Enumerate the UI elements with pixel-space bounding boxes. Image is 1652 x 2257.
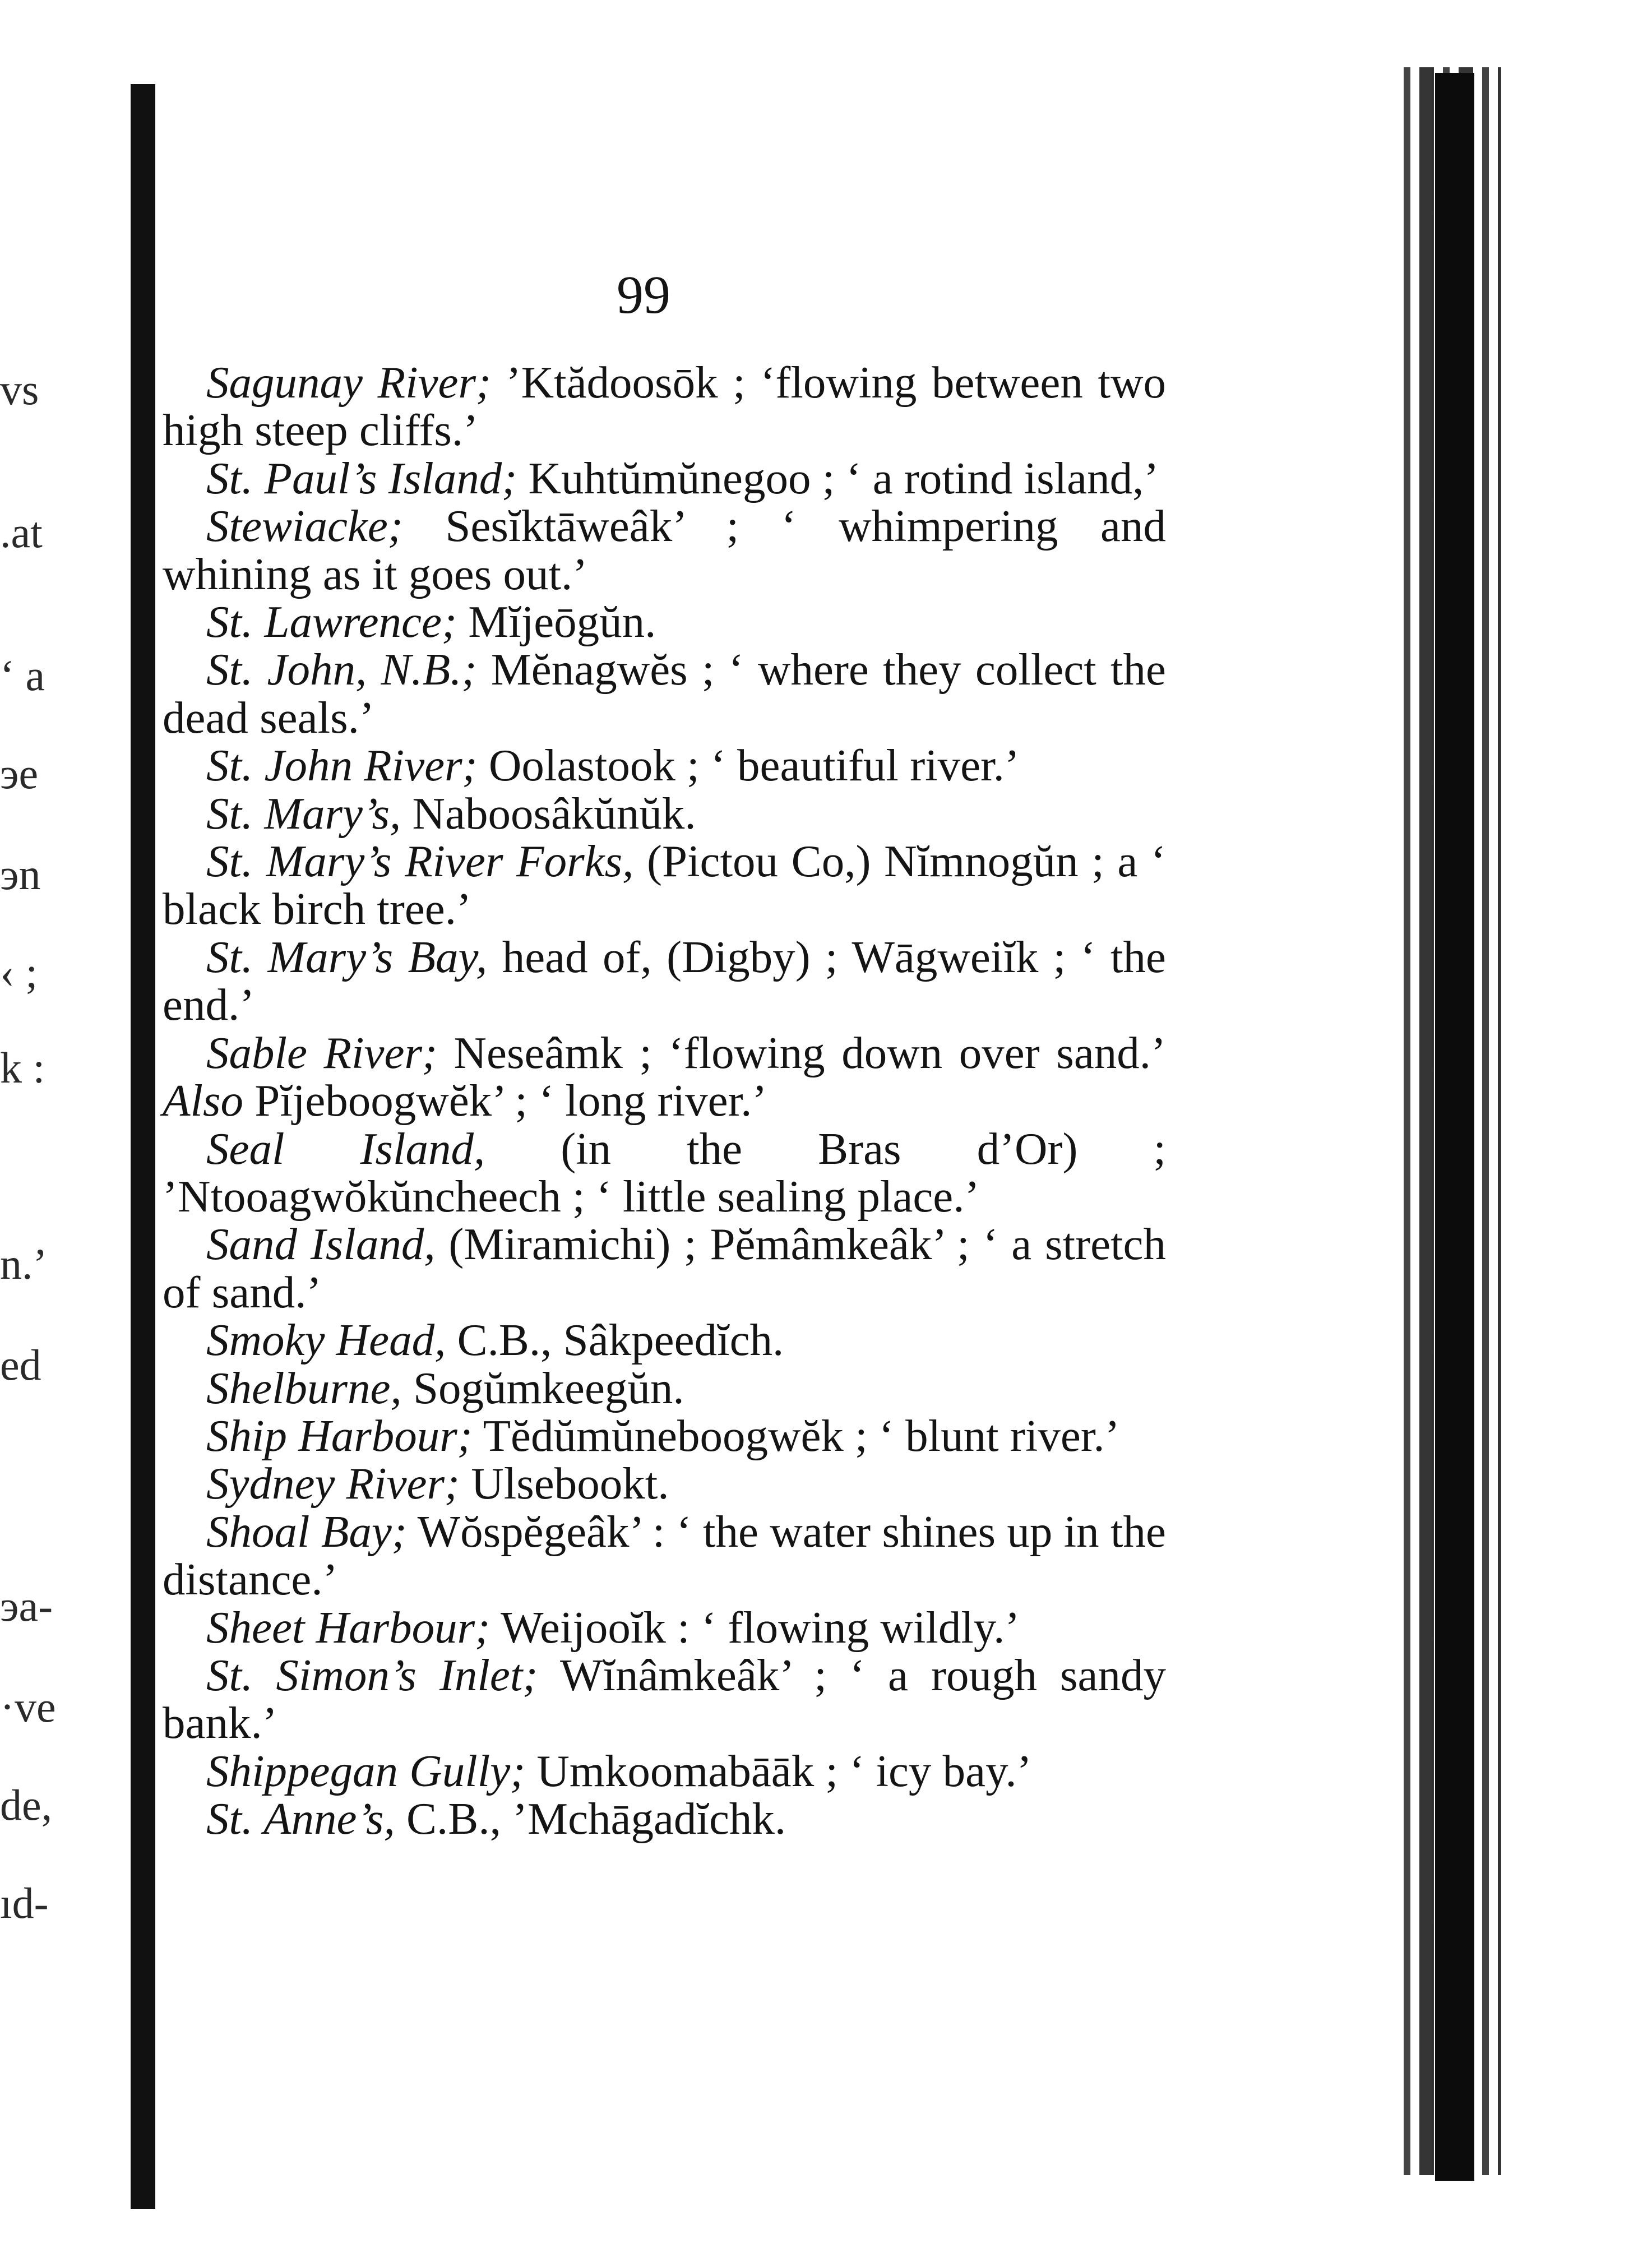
also-label: Also (163, 1075, 244, 1126)
entry (163, 933, 1166, 1029)
place-name: Ship Harbour; (206, 1410, 473, 1461)
micmac-name: Sogŭmkeegŭn. (401, 1362, 684, 1413)
entry (163, 1220, 1166, 1316)
gutter-shadow (131, 84, 155, 2209)
margin-fragment: k : (0, 1043, 45, 1092)
micmac-name-alt: Pĭjeboogwĕk’ ; ‘ long river.’ (243, 1075, 767, 1126)
entry (163, 1029, 1166, 1125)
entry (163, 1460, 1166, 1507)
entry (163, 790, 1166, 838)
margin-fragment: ·ve (0, 1682, 56, 1731)
place-name: St. Mary’s, (206, 788, 401, 839)
margin-fragment: .at (0, 508, 43, 557)
entry (163, 452, 1166, 503)
entry (163, 502, 1166, 598)
micmac-name: Neseâmk ; ‘flowing down over sand.’ (437, 1027, 1167, 1078)
micmac-name: Umkoomabāāk ; ‘ icy bay.’ (525, 1745, 1032, 1796)
entry (163, 359, 1166, 455)
entry (163, 598, 1166, 646)
margin-fragment: n.’ (0, 1239, 48, 1288)
entry (163, 646, 1166, 742)
place-name: Shippegan Gully; (206, 1745, 526, 1796)
place-name: St. John, N.B.; (206, 644, 477, 695)
entry (163, 742, 1166, 789)
micmac-name: C.B., Sâkpeedĭch. (446, 1315, 784, 1366)
micmac-name: ’Ktădoosōk ; ‘flowing between two high steep cliffs.’ (163, 357, 1166, 456)
place-name: Sheet Harbour; (206, 1602, 490, 1653)
place-name: St. Simon’s Inlet; (206, 1649, 538, 1700)
place-name: St. Anne’s, (206, 1793, 395, 1844)
micmac-name: Wŏspĕgeâk’ : ‘ the water shines up in the distance.’ (163, 1506, 1166, 1605)
page-number: 99 (617, 265, 670, 325)
micmac-name: Sesĭktāweâk’ ; ‘ whimpering and whining as it goes out.’ (163, 501, 1166, 599)
entry (163, 1795, 1166, 1843)
micmac-name: Weijooĭk : ‘ flowing wildly.’ (490, 1602, 1020, 1653)
margin-fragment: эn (0, 850, 41, 899)
micmac-name: C.B., ’Mchāgadĭchk. (395, 1793, 786, 1844)
micmac-name: Mĕnagwĕs ; ‘ where they collect the dead seals.’ (163, 644, 1166, 743)
place-name: Seal Island, (206, 1123, 485, 1174)
margin-fragment: ‘ a (0, 651, 45, 700)
place-name: St. John River; (206, 740, 478, 791)
gazetteer-entries (163, 359, 1166, 1843)
micmac-name: Naboosâkŭnŭk. (401, 788, 696, 839)
entry (163, 1412, 1166, 1460)
page-edge-binding (1435, 73, 1474, 2181)
micmac-name: Mĭjeōgŭn. (456, 596, 656, 647)
micmac-name: Ulsebookt. (460, 1458, 669, 1509)
place-name: St. Mary’s River Forks, (206, 836, 634, 887)
micmac-name: Tĕdŭmŭneboogwĕk ; ‘ blunt river.’ (472, 1410, 1120, 1461)
place-name: Sable River; (206, 1027, 437, 1078)
entry (163, 1362, 1166, 1413)
margin-fragment: ed (0, 1340, 41, 1389)
entry (163, 1604, 1166, 1652)
micmac-name: Kuhtŭmŭnegoo ; ‘ a rotind island,’ (517, 452, 1159, 503)
place-name: Sagunay River; (206, 357, 491, 408)
entry (163, 1747, 1166, 1795)
micmac-name: Oolastook ; ‘ beautiful river.’ (477, 740, 1020, 791)
place-name: Smoky Head, (206, 1315, 446, 1366)
margin-fragment: ‹ ; (0, 948, 38, 997)
margin-fragment: de, (0, 1780, 53, 1829)
place-name: Stewiacke; (206, 501, 403, 552)
place-name: St. Paul’s Island; (206, 452, 517, 503)
place-name: Shelburne, (206, 1362, 402, 1413)
entry (163, 1316, 1166, 1364)
margin-fragment: vs (0, 365, 39, 414)
micmac-name: (Pictou Co,) Nĭmnogŭn ; a ‘ black birch tree.’ (163, 836, 1166, 935)
place-name: Shoal Bay; (206, 1506, 407, 1557)
entry (163, 1508, 1166, 1604)
entry (163, 1649, 1166, 1749)
place-name: St. Mary’s Bay, (206, 931, 488, 982)
place-name: Sand Island, (206, 1219, 436, 1270)
margin-fragment: эе (0, 749, 39, 798)
entry (163, 1125, 1166, 1221)
place-name: St. Lawrence; (206, 596, 457, 647)
place-name: Sydney River; (206, 1458, 460, 1509)
micmac-name: (in the Bras d’Or) ; ’Ntooagwŏkŭncheech ; ‘ little sealing place.’ (163, 1123, 1166, 1222)
micmac-name: (Miramichi) ; Pĕmâmkeâk’ ; ‘ a stretch of sand.’ (163, 1219, 1167, 1317)
micmac-name: Wĭnâmkeâk’ ; ‘ a rough sandy bank.’ (163, 1649, 1166, 1749)
entry (163, 838, 1166, 933)
margin-fragment: ıd- (0, 1879, 49, 1927)
micmac-name: head of, (Digby) ; Wāgweiĭk ; ‘ the end.’ (163, 931, 1166, 1030)
margin-fragment: эa- (0, 1581, 53, 1630)
